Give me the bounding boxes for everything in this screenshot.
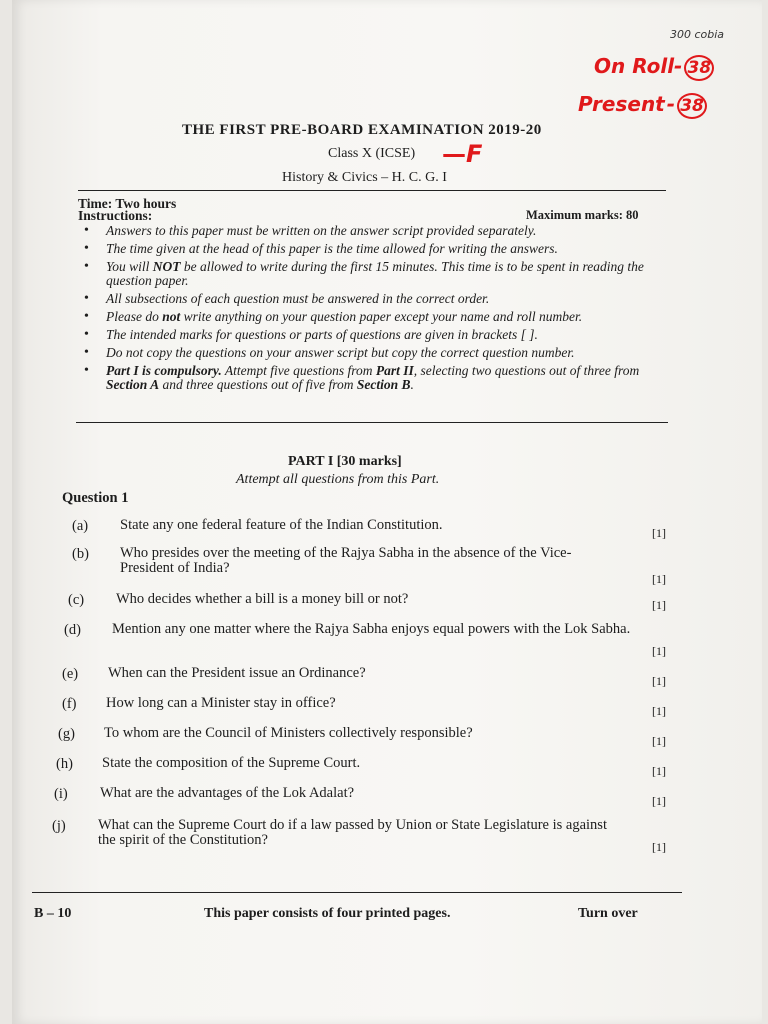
instruction-text: , selecting two questions out of three from	[413, 363, 640, 378]
instruction-text: be allowed to write during the first 15 minutes. This time is to be spent in reading the question paper.	[106, 259, 644, 288]
instruction-text: Attempt five questions from	[221, 363, 376, 378]
divider	[78, 190, 666, 191]
question-item-text: To whom are the Council of Ministers collectively responsible?	[104, 725, 473, 741]
instruction-text: Section A	[106, 377, 160, 392]
question-item-label: (j)	[52, 818, 66, 834]
question-item-marks: [1]	[652, 526, 666, 540]
instruction-item	[76, 346, 656, 360]
instruction-item	[76, 364, 656, 392]
instruction-item	[76, 242, 656, 256]
question-item-label: (d)	[64, 622, 81, 638]
present-annotation: Present - 38	[578, 92, 707, 119]
instructions-list	[76, 224, 656, 396]
question-item-marks: [1]	[652, 794, 666, 808]
instruction-item	[76, 224, 656, 238]
divider	[76, 422, 668, 423]
question-item-text: Mention any one matter where the Rajya Sabha enjoys equal powers with the Lok Sabha.	[112, 621, 631, 637]
instruction-text: Part I is compulsory.	[106, 363, 222, 378]
question-item-text: State any one federal feature of the Indian Constitution.	[120, 517, 443, 533]
question-item-marks: [1]	[652, 674, 666, 688]
instruction-text: NOT	[152, 259, 181, 274]
question-item-label: (h)	[56, 756, 73, 772]
instruction-text: .	[410, 377, 414, 392]
present-label: Present	[578, 92, 665, 116]
subject-label: History & Civics – H. C. G. I	[282, 170, 447, 185]
question-item-marks: [1]	[652, 704, 666, 718]
instruction-text: Do not copy the questions on your answer script but copy the correct question number.	[106, 345, 575, 360]
instruction-text: All subsections of each question must be answered in the correct order.	[106, 291, 490, 306]
question-item-text: What are the advantages of the Lok Adalat?	[100, 785, 355, 801]
exam-title: THE FIRST PRE-BOARD EXAMINATION 2019-20	[182, 122, 542, 138]
question-item-text: State the composition of the Supreme Court.	[102, 755, 361, 771]
question-item-marks: [1]	[652, 764, 666, 778]
instruction-text: not	[162, 309, 181, 324]
grade-mark: —F	[442, 140, 483, 168]
part-heading: PART I [30 marks]	[288, 454, 402, 469]
exam-paper	[12, 0, 762, 1024]
question-item-marks: [1]	[652, 598, 666, 612]
instruction-text: Part II	[375, 363, 414, 378]
instruction-text: Please do	[106, 309, 163, 324]
question-item-text: What can the Supreme Court do if a law passed by Union or State Legislature is against the spirit of the Constitution?	[98, 817, 607, 848]
instruction-item	[76, 292, 656, 306]
question-item-text: How long can a Minister stay in office?	[106, 695, 336, 711]
question-item-marks: [1]	[652, 644, 666, 658]
question-item-label: (g)	[58, 726, 75, 742]
question-item-label: (f)	[62, 696, 77, 712]
question-item-text: Who decides whether a bill is a money bill or not?	[116, 591, 409, 607]
paper-code: B – 10	[34, 906, 72, 921]
question-label: Question 1	[62, 490, 129, 506]
present-count: 38	[677, 93, 707, 119]
instruction-item	[76, 310, 656, 324]
question-item-text: Who presides over the meeting of the Rajya Sabha in the absence of the Vice-President of India?	[120, 545, 572, 576]
instruction-text: Section B	[356, 377, 411, 392]
on-roll-count: 38	[684, 55, 714, 81]
maximum-marks: Maximum marks: 80	[526, 208, 639, 222]
handwritten-note: 300 cobia	[670, 28, 725, 41]
question-item-text: When can the President issue an Ordinance?	[108, 665, 366, 681]
class-label: Class X (ICSE)	[328, 146, 416, 161]
instructions-heading: Instructions:	[78, 208, 153, 223]
on-roll-annotation	[594, 54, 714, 81]
grade-letter: F	[466, 140, 483, 168]
instruction-text: Answers to this paper must be written on the answer script provided separately.	[106, 223, 537, 238]
question-item-label: (c)	[68, 592, 85, 608]
instruction-text: and three questions out of five from	[159, 377, 357, 392]
question-item-label: (a)	[72, 518, 89, 534]
pages-note: This paper consists of four printed pages.	[204, 906, 451, 921]
on-roll-label: On Roll-	[594, 54, 683, 78]
question-item-marks: [1]	[652, 840, 666, 854]
instruction-item	[76, 260, 656, 288]
footer-divider	[32, 892, 682, 893]
time-label: Time: Two hours	[78, 196, 177, 211]
instruction-text: You will	[106, 259, 153, 274]
question-item-label: (e)	[62, 666, 79, 682]
instruction-item	[76, 328, 656, 342]
question-item-marks: [1]	[652, 734, 666, 748]
turn-over-label: Turn over	[578, 906, 638, 921]
instruction-text: The time given at the head of this paper is the time allowed for writing the answers.	[106, 241, 558, 256]
question-item-marks: [1]	[652, 572, 666, 586]
question-item-label: (i)	[54, 786, 68, 802]
instruction-text: write anything on your question paper except your name and roll number.	[180, 309, 583, 324]
question-item-label: (b)	[72, 546, 89, 562]
instruction-text: The intended marks for questions or parts of questions are given in brackets [ ].	[106, 327, 538, 342]
part-subheading: Attempt all questions from this Part.	[236, 472, 440, 487]
